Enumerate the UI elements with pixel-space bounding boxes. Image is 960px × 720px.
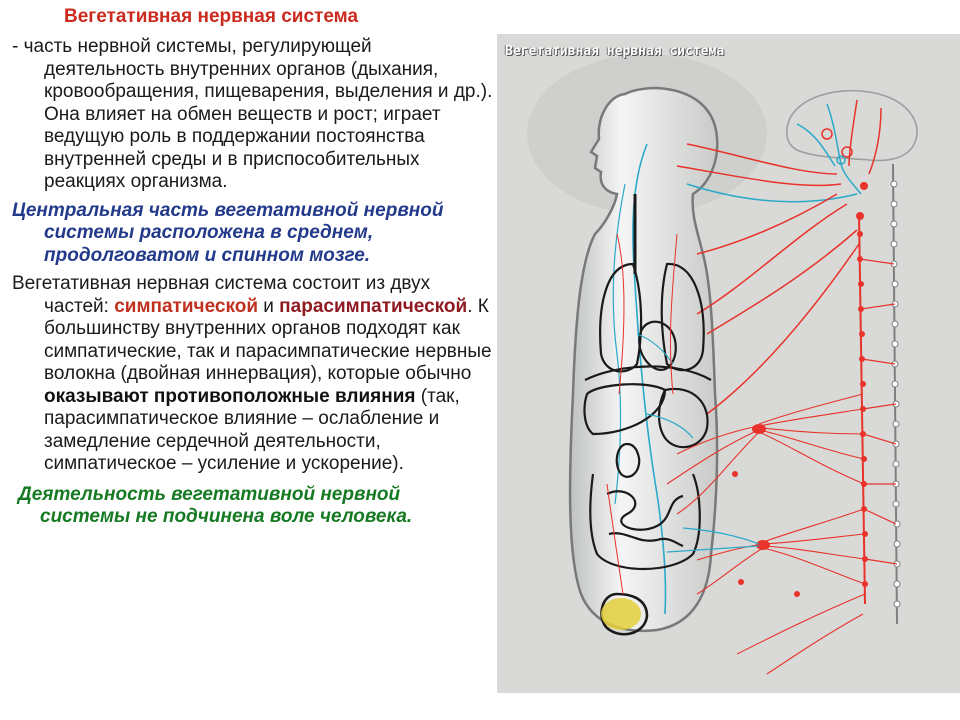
slide-title: Вегетативная нервная система [64, 6, 359, 27]
composition-paragraph [12, 273, 494, 476]
composition-text-and: и [258, 295, 280, 317]
spinal-connections [860, 259, 897, 564]
autonomy-paragraph: Деятельность вегетативной нервной системы не подчинена воле человека. [18, 483, 413, 527]
spinal-cord [893, 164, 897, 624]
sympathetic-term: симпатической [114, 295, 258, 317]
nervous-system-illustration [497, 34, 960, 693]
pelvic-organ-fill [601, 598, 641, 630]
composition-text-after: (так, парасимпатическое влияние – ослабление и замедление сердечной деятельности, симпатическое – усиление и ускорение). [44, 385, 460, 474]
text-column [12, 36, 494, 529]
anatomy-drawing [497, 34, 960, 693]
parasympathetic-term: парасимпатической [279, 295, 468, 317]
composition-text-middle: . К большинству внутренних органов подходят как симпатические, так и парасимпатические нервные волокна (двойная иннервация), которые обычно [44, 295, 492, 384]
opposite-effects-phrase: оказывают противоположные влияния [44, 385, 416, 407]
central-part-paragraph: Центральная часть вегетативной нервной системы расположена в среднем, продолговатом и спинном мозге. [12, 199, 444, 266]
definition-paragraph: - часть нервной системы, регулирующей деятельность внутренних органов (дыхания, кровообращения, пищеварения, выделения и др.). Она влияет на обмен веществ и рост; играет ведущую роль в поддержании постоянства внутренней среды и в приспособительных реакциях организма. [12, 36, 493, 192]
composition-text-before: Вегетативная нервная система состоит из двух частей: [12, 273, 431, 317]
figure-caption: Вегетативная нервная система [505, 44, 725, 59]
